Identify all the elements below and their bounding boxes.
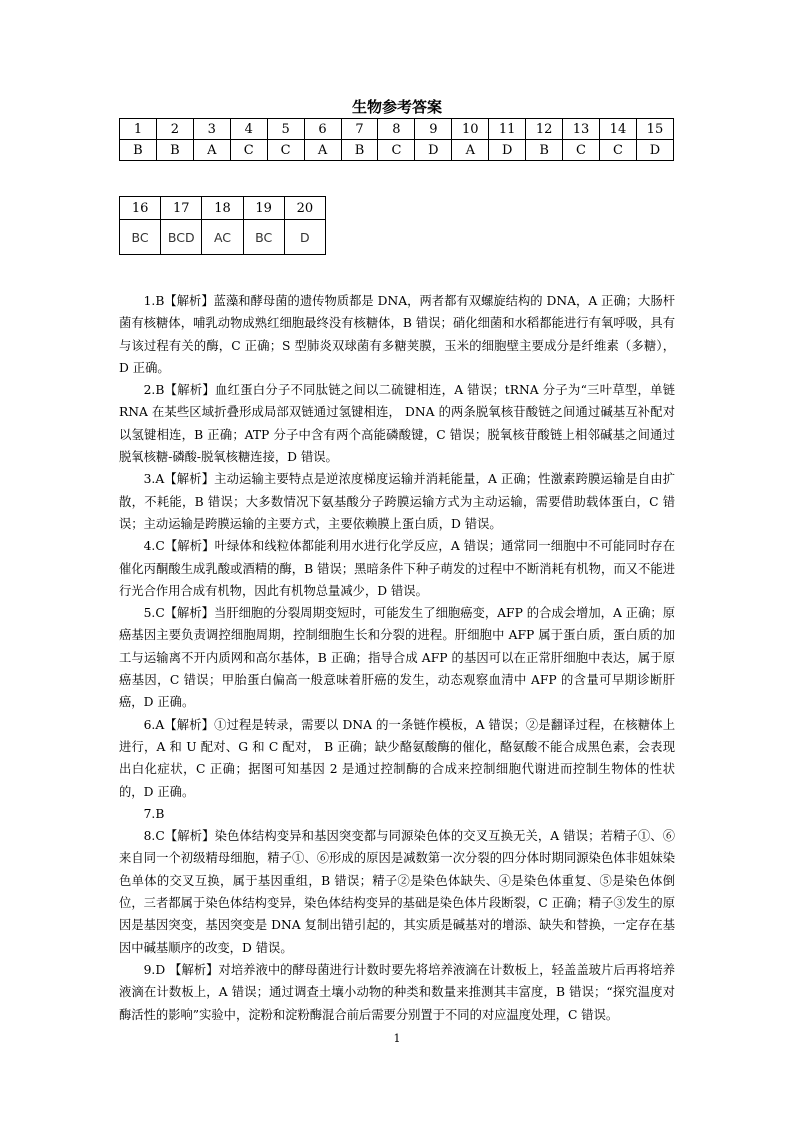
- answer-table-2: [119, 196, 326, 255]
- table-cell: 3: [193, 119, 230, 140]
- table-cell: 10: [452, 119, 489, 140]
- question-number-row: [120, 197, 326, 220]
- table-cell: D: [489, 140, 526, 161]
- table-cell: BC: [120, 220, 161, 255]
- table-cell: C: [599, 140, 636, 161]
- table-cell: BCD: [161, 220, 202, 255]
- table-cell: C: [230, 140, 267, 161]
- table-cell: D: [284, 220, 325, 255]
- explanations: [119, 290, 675, 1026]
- table-cell: D: [636, 140, 673, 161]
- answer-table-1: [119, 118, 674, 161]
- table-cell: B: [341, 140, 378, 161]
- explanation-paragraph: 6.A【解析】①过程是转录，需要以 DNA 的一条链作模板，A 错误；②是翻译过程，在核糖体上进行，A 和 U 配对、G 和 C 配对， B 正确；缺少酪氨酸酶的催化，酪氨酸不能合成黑色素，会表现出白化症状，C 正确；据图可知基因 2 是通过控制酶的合成来控制细胞代谢进而控制生物体的性状的，D 正确。: [119, 717, 675, 799]
- table-cell: 17: [161, 197, 202, 220]
- table-cell: 13: [563, 119, 600, 140]
- table-cell: 19: [243, 197, 284, 220]
- answer-row: [120, 220, 326, 255]
- table-cell: 16: [120, 197, 161, 220]
- explanation-paragraph: 4.C【解析】叶绿体和线粒体都能利用水进行化学反应，A 错误；通常同一细胞中不可能同时存在催化丙酮酸生成乳酸或酒精的酶，B 错误；黑暗条件下种子萌发的过程中不断消耗有机物，而又不能进行光合作用合成有机物，因此有机物总量减少，D 错误。: [119, 539, 675, 598]
- table-cell: B: [156, 140, 193, 161]
- table-cell: 6: [304, 119, 341, 140]
- explanation-paragraph: 5.C【解析】当肝细胞的分裂周期变短时，可能发生了细胞癌变，AFP 的合成会增加，A 正确；原癌基因主要负责调控细胞周期，控制细胞生长和分裂的进程。肝细胞中 AFP 属于蛋白质，蛋白质的加工与运输离不开内质网和高尔基体，B 正确；指导合成 AFP 的基因可以在正常肝细胞中表达，属于原癌基因，C 错误；甲胎蛋白偏高一般意味着肝癌的发生，动态观察血清中 AFP 的含量可早期诊断肝癌，D 正确。: [119, 606, 675, 710]
- table-cell: C: [563, 140, 600, 161]
- table-cell: AC: [202, 220, 243, 255]
- table-cell: 12: [526, 119, 563, 140]
- table-cell: 2: [156, 119, 193, 140]
- table-cell: A: [304, 140, 341, 161]
- table-cell: B: [120, 140, 157, 161]
- table-cell: D: [415, 140, 452, 161]
- table-cell: A: [452, 140, 489, 161]
- explanation-paragraph: 7.B: [143, 806, 165, 821]
- explanation-paragraph: 9.D 【解析】对培养液中的酵母菌进行计数时要先将培养液滴在计数板上，轻盖盖玻片后再将培养液滴在计数板上，A 错误；通过调查土壤小动物的种类和数量来推测其丰富度，B 错误；“探究温度对酶活性的影响”实验中，淀粉和淀粉酶混合前后需要分别置于不同的对应温度处理，C 错误。: [119, 962, 675, 1022]
- explanation-paragraph: 3.A【解析】主动运输主要特点是逆浓度梯度运输并消耗能量，A 正确；性激素跨膜运输是自由扩散，不耗能，B 错误；大多数情况下氨基酸分子跨膜运输方式为主动运输，需要借助载体蛋白，C 错误；主动运输是跨膜运输的主要方式，主要依赖膜上蛋白质，D 错误。: [119, 472, 675, 531]
- table-cell: 9: [415, 119, 452, 140]
- table-cell: 11: [489, 119, 526, 140]
- table-cell: 18: [202, 197, 243, 220]
- table-cell: C: [378, 140, 415, 161]
- page-title: 生物参考答案: [351, 98, 442, 116]
- page-number: 1: [393, 1032, 401, 1045]
- answer-row: [120, 140, 674, 161]
- table-cell: BC: [243, 220, 284, 255]
- explanation-paragraph: 2.B【解析】血红蛋白分子不同肽链之间以二硫键相连，A 错误；tRNA 分子为“三叶草型，单链 RNA 在某些区域折叠形成局部双链通过氢键相连， DNA 的两条脱氧核苷酸链之间通过碱基互补配对以氢键相连，B 正确；ATP 分子中含有两个高能磷酸键，C 错误；脱氧核苷酸链上相邻碱基之间通过脱氧核糖-磷酸-脱氧核糖连接，D 错误。: [119, 383, 675, 465]
- table-cell: 5: [267, 119, 304, 140]
- table-cell: 7: [341, 119, 378, 140]
- table-cell: 8: [378, 119, 415, 140]
- table-cell: 15: [636, 119, 673, 140]
- table-cell: A: [193, 140, 230, 161]
- table-cell: 20: [284, 197, 325, 220]
- explanation-paragraph: 1.B【解析】蓝藻和酵母菌的遗传物质都是 DNA，两者都有双螺旋结构的 DNA，A 正确；大肠杆菌有核糖体，哺乳动物成熟红细胞最终没有核糖体，B 错误；硝化细菌和水稻都能进行有氧呼吸，具有与该过程有关的酶，C 正确；S 型肺炎双球菌有多糖荚膜，玉米的细胞壁主要成分是纤维素（多糖），D 正确。: [119, 294, 675, 375]
- question-number-row: [120, 119, 674, 140]
- table-cell: C: [267, 140, 304, 161]
- table-cell: 1: [120, 119, 157, 140]
- explanation-paragraph: 8.C【解析】染色体结构变异和基因突变都与同源染色体的交叉互换无关，A 错误；若精子①、⑥来自同一个初级精母细胞，精子①、⑥形成的原因是减数第一次分裂的四分体时期同源染色体非姐妹染色单体的交叉互换，属于基因重组，B 错误；精子②是染色体缺失、④是染色体重复、⑤是染色体倒位，三者都属于染色体结构变异，染色体结构变异的基础是染色体片段断裂，C 正确；精子③发生的原因是基因突变，基因突变是 DNA 复制出错引起的，其实质是碱基对的增添、缺失和替换，一定存在基因中碱基顺序的改变，D 错误。: [119, 829, 675, 955]
- table-cell: B: [526, 140, 563, 161]
- table-cell: 4: [230, 119, 267, 140]
- table-cell: 14: [599, 119, 636, 140]
